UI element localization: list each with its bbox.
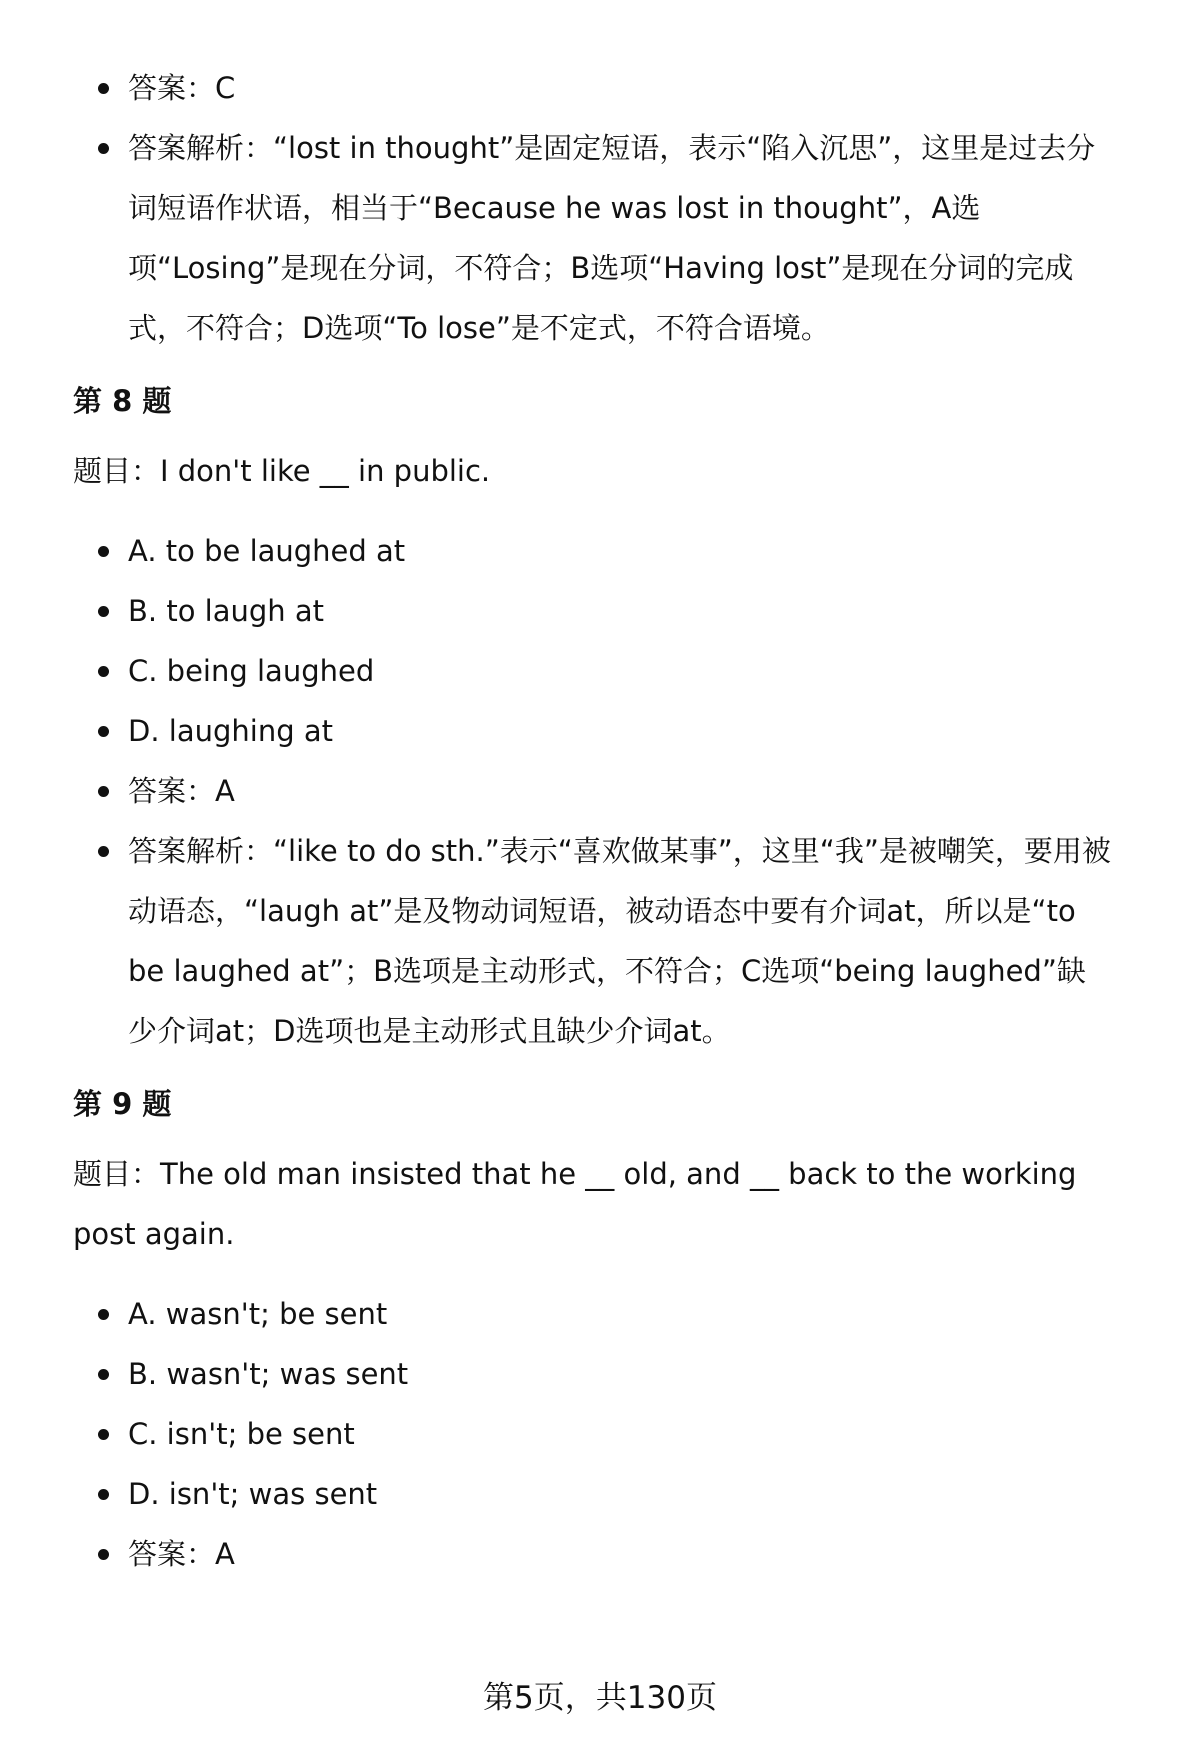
q8-option-b: B. to laugh at xyxy=(128,581,1163,641)
q8-explanation: 答案解析：“like to do sth.”表示“喜欢做某事”，这里“我”是被嘲笑，要用被动语态，“laugh at”是及物动词短语，被动语态中要有介词at，所以是“to be laughed at”；B选项是主动形式，不符合；C选项“being laughed”缺少介词at；D选项也是主动形式且缺少介词at。 xyxy=(128,821,1113,1061)
q8-stem: 题目：I don't like __ in public. xyxy=(73,454,491,488)
q8-option-d: D. laughing at xyxy=(128,701,1163,761)
q7-tail-list xyxy=(73,58,1163,358)
q8-heading: 第 8 题 xyxy=(73,384,172,418)
q8-options-list xyxy=(73,521,1163,1061)
q9-option-b: B. wasn't; was sent xyxy=(128,1344,1163,1404)
q8-option-a: A. to be laughed at xyxy=(128,521,1163,581)
q9-option-d: D. isn't; was sent xyxy=(128,1464,1163,1524)
page-number-footer: 第5页，共130页 xyxy=(483,1680,717,1716)
q9-answer: 答案：A xyxy=(128,1524,1163,1584)
q8-answer: 答案：A xyxy=(128,761,1163,821)
q8-option-c: C. being laughed xyxy=(128,641,1163,701)
q9-options-list xyxy=(73,1284,1163,1584)
q7-explanation: 答案解析：“lost in thought”是固定短语，表示“陷入沉思”，这里是过去分词短语作状语，相当于“Because he was lost in thought”，A选项“Losing”是现在分词，不符合；B选项“Having lost”是现在分词的完成式，不符合；D选项“To lose”是不定式，不符合语境。 xyxy=(128,118,1103,358)
q9-option-c: C. isn't; be sent xyxy=(128,1404,1163,1464)
page-content xyxy=(73,58,1163,1584)
q7-answer: 答案：C xyxy=(128,58,1163,118)
q9-heading: 第 9 题 xyxy=(73,1087,172,1121)
q9-option-a: A. wasn't; be sent xyxy=(128,1284,1163,1344)
q9-stem: 题目：The old man insisted that he __ old, and __ back to the working post again. xyxy=(73,1157,1077,1251)
